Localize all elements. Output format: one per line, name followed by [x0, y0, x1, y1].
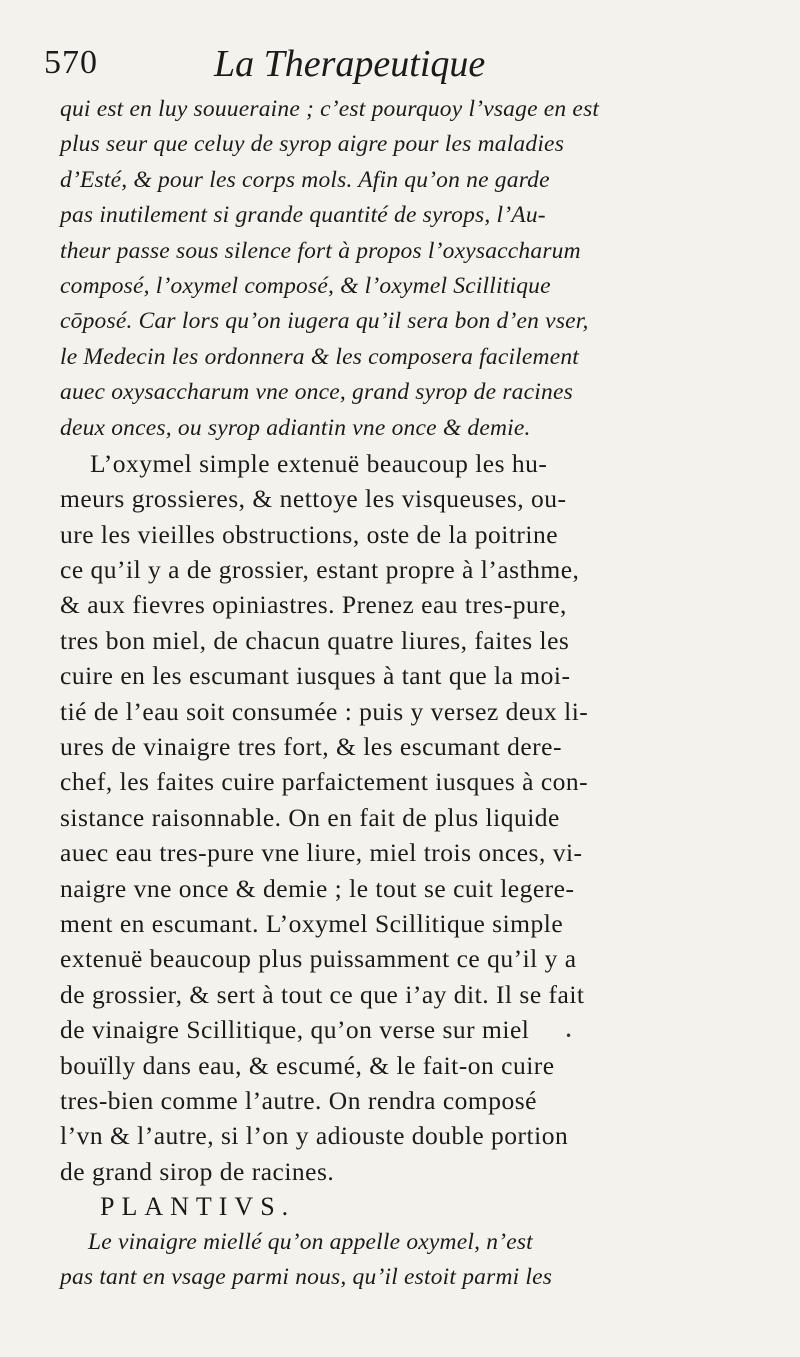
text-line: d’Esté, & pour les corps mols. Afin qu’on ne garde [60, 166, 550, 193]
page-number: 570 [44, 44, 98, 81]
text-line: chef, les faites cuire parfaictement iusques à con- [60, 767, 589, 797]
text-line: L’oxymel simple extenuë beaucoup les hu- [90, 448, 548, 478]
text-line: l’vn & l’autre, si l’on y adiouste double portion [60, 1121, 569, 1151]
page-header [44, 42, 764, 90]
text-line: de vinaigre Scillitique, qu’on verse sur miel [60, 1015, 530, 1045]
text-line: tié de l’eau soit consumée : puis y versez deux li- [60, 696, 589, 726]
section-heading: PLANTIVS. [100, 1192, 296, 1222]
running-title: La Therapeutique [214, 43, 486, 85]
text-line: extenuë beaucoup plus puissamment ce qu’il y a [60, 944, 577, 974]
text-line: qui est en luy souueraine ; c’est pourquoy l’vsage en est [60, 96, 600, 122]
text-line: pas inutilement si grande quantité de syrops, l’Au- [60, 202, 546, 229]
text-line: ce qu’il y a de grossier, estant propre à l’asthme, [60, 555, 580, 585]
text-line: composé, l’oxymel composé, & l’oxymel Scillitique [60, 272, 551, 299]
text-line: meurs grossieres, & nettoye les visqueuses, ou- [60, 484, 567, 514]
text-line: cōposé. Car lors qu’on iugera qu’il sera bon d’en vser, [60, 308, 589, 335]
text-line: de grand sirop de racines. [60, 1156, 335, 1186]
text-line: deux onces, ou syrop adiantin vne once & demie. [60, 414, 531, 441]
text-line: ures de vinaigre tres fort, & les escumant dere- [60, 732, 562, 762]
text-line: le Medecin les ordonnera & les composera facilement [60, 343, 580, 370]
text-line: auec eau tres-pure vne liure, miel trois onces, vi- [60, 838, 583, 868]
text-line: ment en escumant. L’oxymel Scillitique simple [60, 908, 564, 938]
text-line: Le vinaigre miellé qu’on appelle oxymel, n’est [88, 1228, 533, 1255]
text-line: bouïlly dans eau, & escumé, & le fait-on cuire [60, 1050, 555, 1080]
text-line: auec oxysaccharum vne once, grand syrop de racines [60, 379, 573, 406]
text-line: tres bon miel, de chacun quatre liures, faites les [60, 625, 570, 655]
body-text [60, 92, 775, 1295]
text-line: theur passe sous silence fort à propos l’oxysaccharum [60, 237, 581, 264]
ink-dot: • [565, 1029, 573, 1043]
text-line: & aux fievres opiniastres. Prenez eau tres-pure, [60, 590, 567, 620]
text-line: plus seur que celuy de syrop aigre pour les maladies [60, 131, 565, 158]
text-line: sistance raisonnable. On en fait de plus liquide [60, 802, 560, 832]
text-line: de grossier, & sert à tout ce que i’ay dit. Il se fait [60, 979, 585, 1009]
text-line: pas tant en vsage parmi nous, qu’il estoit parmi les [60, 1263, 553, 1290]
text-line: ure les vieilles obstructions, oste de la poitrine [60, 519, 559, 549]
text-line: tres-bien comme l’autre. On rendra composé [60, 1085, 537, 1115]
text-line: cuire en les escumant iusques à tant que la moi- [60, 661, 571, 691]
text-line: naigre vne once & demie ; le tout se cuit legere- [60, 873, 575, 903]
